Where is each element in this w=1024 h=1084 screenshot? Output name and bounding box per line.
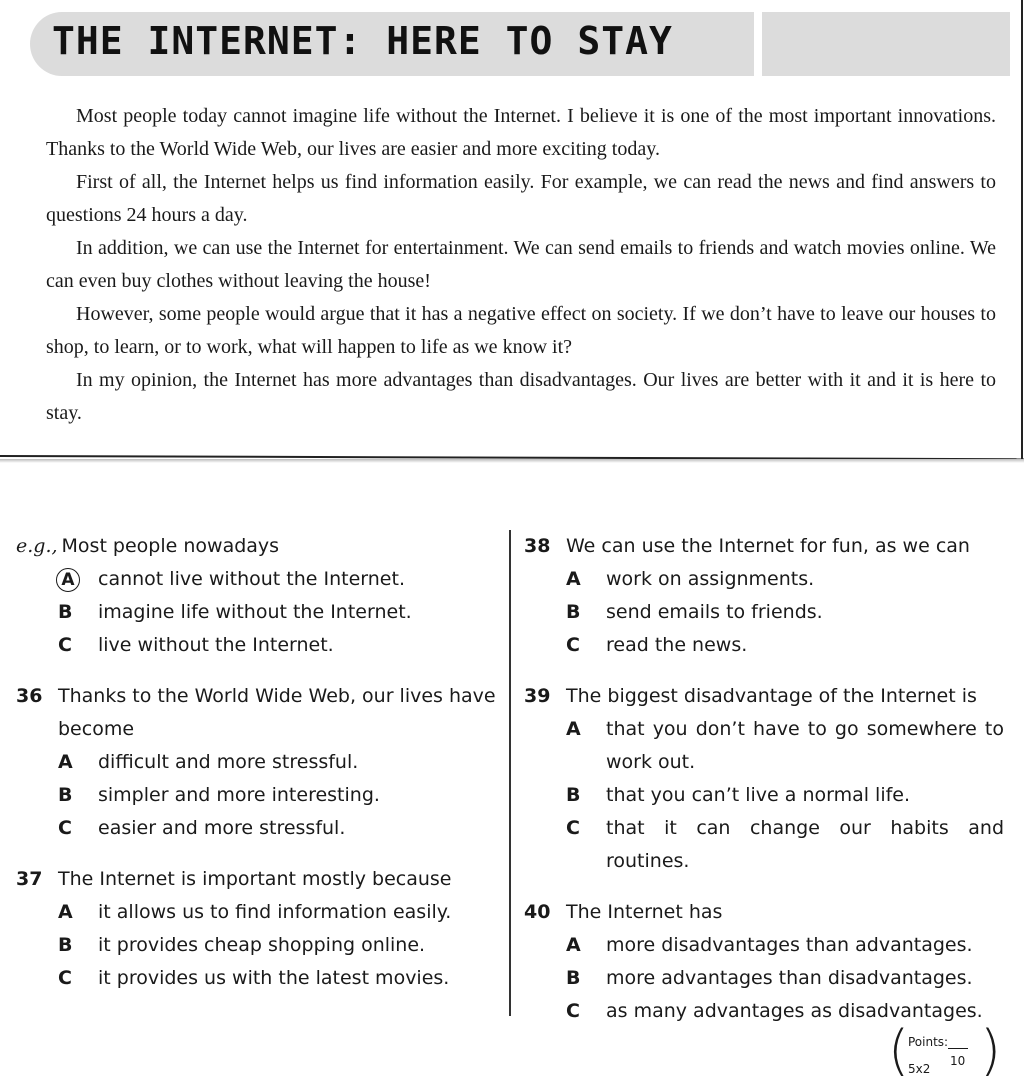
option-text: read the news. [606,634,748,656]
option-text: that it can change our habits and routines. [606,817,1004,872]
column-separator [509,530,511,1016]
option-letter: A [566,568,581,590]
points-total: 10 [950,1054,966,1068]
option-c[interactable] [566,629,1004,662]
question-number: 36 [16,685,43,707]
right-parenthesis: ) [980,1019,1002,1082]
option-text: imagine life without the Internet. [98,601,412,623]
question-stem: The Internet is important mostly because [58,868,452,890]
question-stem: The biggest disadvantage of the Internet is [566,685,977,707]
option-text: it provides us with the latest movies. [98,967,450,989]
points-label: Points: [908,1035,949,1049]
option-letter: A [566,718,581,740]
option-letter: B [566,784,581,806]
option-c[interactable] [58,962,500,995]
option-c[interactable] [566,812,1004,878]
option-text: live without the Internet. [98,634,334,656]
option-text: work on assignments. [606,568,815,590]
option-a[interactable] [566,563,1004,596]
option-letter: C [58,967,72,989]
reading-passage [46,100,996,430]
option-a[interactable] [566,713,1004,779]
question-37 [16,863,500,995]
option-text: more disadvantages than advantages. [606,934,973,956]
option-c[interactable] [58,812,500,845]
option-text: easier and more stressful. [98,817,346,839]
option-a[interactable] [58,896,500,929]
question-number: 37 [16,868,43,890]
questions-left-column [16,530,500,1013]
option-text: it provides cheap shopping online. [98,934,426,956]
question-39 [524,680,1004,878]
option-letter: C [566,1000,580,1022]
option-c[interactable] [58,629,500,662]
question-38 [524,530,1004,662]
option-b[interactable] [566,596,1004,629]
option-text: more advantages than disadvantages. [606,967,973,989]
option-letter: C [566,817,580,839]
option-letter: C [566,634,580,656]
option-text: difficult and more stressful. [98,751,359,773]
option-b[interactable] [58,929,500,962]
option-a[interactable] [566,929,1004,962]
option-letter: A [58,901,73,923]
option-letter: A [566,934,581,956]
points-box [888,1019,1002,1082]
option-a[interactable] [58,746,500,779]
passage-paragraph: In addition, we can use the Internet for entertainment. We can send emails to friends and watch movies online. We can even buy clothes without leaving the house! [46,237,996,292]
left-parenthesis: ( [888,1019,910,1082]
page-title: THE INTERNET: HERE TO STAY [52,19,673,63]
question-number: e.g., [16,535,58,557]
option-letter: A [58,751,73,773]
option-text: that you don’t have to go somewhere to work out. [606,718,1004,773]
option-letter: B [58,601,73,623]
option-letter: B [58,784,73,806]
question-36 [16,680,500,845]
divider-shadow [0,459,1024,463]
passage-paragraph: In my opinion, the Internet has more advantages than disadvantages. Our lives are better with it and it is here to stay. [46,369,996,424]
option-text: send emails to friends. [606,601,823,623]
questions-right-column [524,530,1004,1046]
question-stem: Thanks to the World Wide Web, our lives have become [58,685,496,740]
option-letter: C [58,817,72,839]
option-text: it allows us to find information easily. [98,901,452,923]
option-letter: B [58,934,73,956]
question-number: 40 [524,901,551,923]
option-a[interactable] [58,563,500,596]
title-banner-right [762,12,1010,76]
passage-paragraph: First of all, the Internet helps us find information easily. For example, we can read the news and find answers to questions 24 hours a day. [46,171,996,226]
question-stem: The Internet has [566,901,723,923]
option-letter: C [58,634,72,656]
option-b[interactable] [58,779,500,812]
passage-paragraph: However, some people would argue that it has a negative effect on society. If we don’t have to leave our houses to shop, to learn, or to work, what will happen to life as we know it? [46,303,996,358]
option-letter: B [566,967,581,989]
question-40 [524,896,1004,1028]
question-number: 38 [524,535,551,557]
points-formula: 5x2 [908,1062,931,1076]
option-text: that you can’t live a normal life. [606,784,911,806]
circled-answer-marker: A [56,568,80,592]
question-number: 39 [524,685,551,707]
example-question [16,530,500,662]
option-letter: B [566,601,581,623]
option-b[interactable] [566,962,1004,995]
option-b[interactable] [566,779,1004,812]
option-text: cannot live without the Internet. [98,568,405,590]
question-stem: We can use the Internet for fun, as we can [566,535,970,557]
option-b[interactable] [58,596,500,629]
option-text: as many advantages as disadvantages. [606,1000,983,1022]
passage-paragraph: Most people today cannot imagine life without the Internet. I believe it is one of the most important innovations. Thanks to the World Wide Web, our lives are easier and more exciting today. [46,105,996,160]
option-text: simpler and more interesting. [98,784,380,806]
passage-frame-rule [1021,0,1023,462]
question-stem: Most people nowadays [61,535,280,557]
points-blank-line [948,1048,968,1049]
